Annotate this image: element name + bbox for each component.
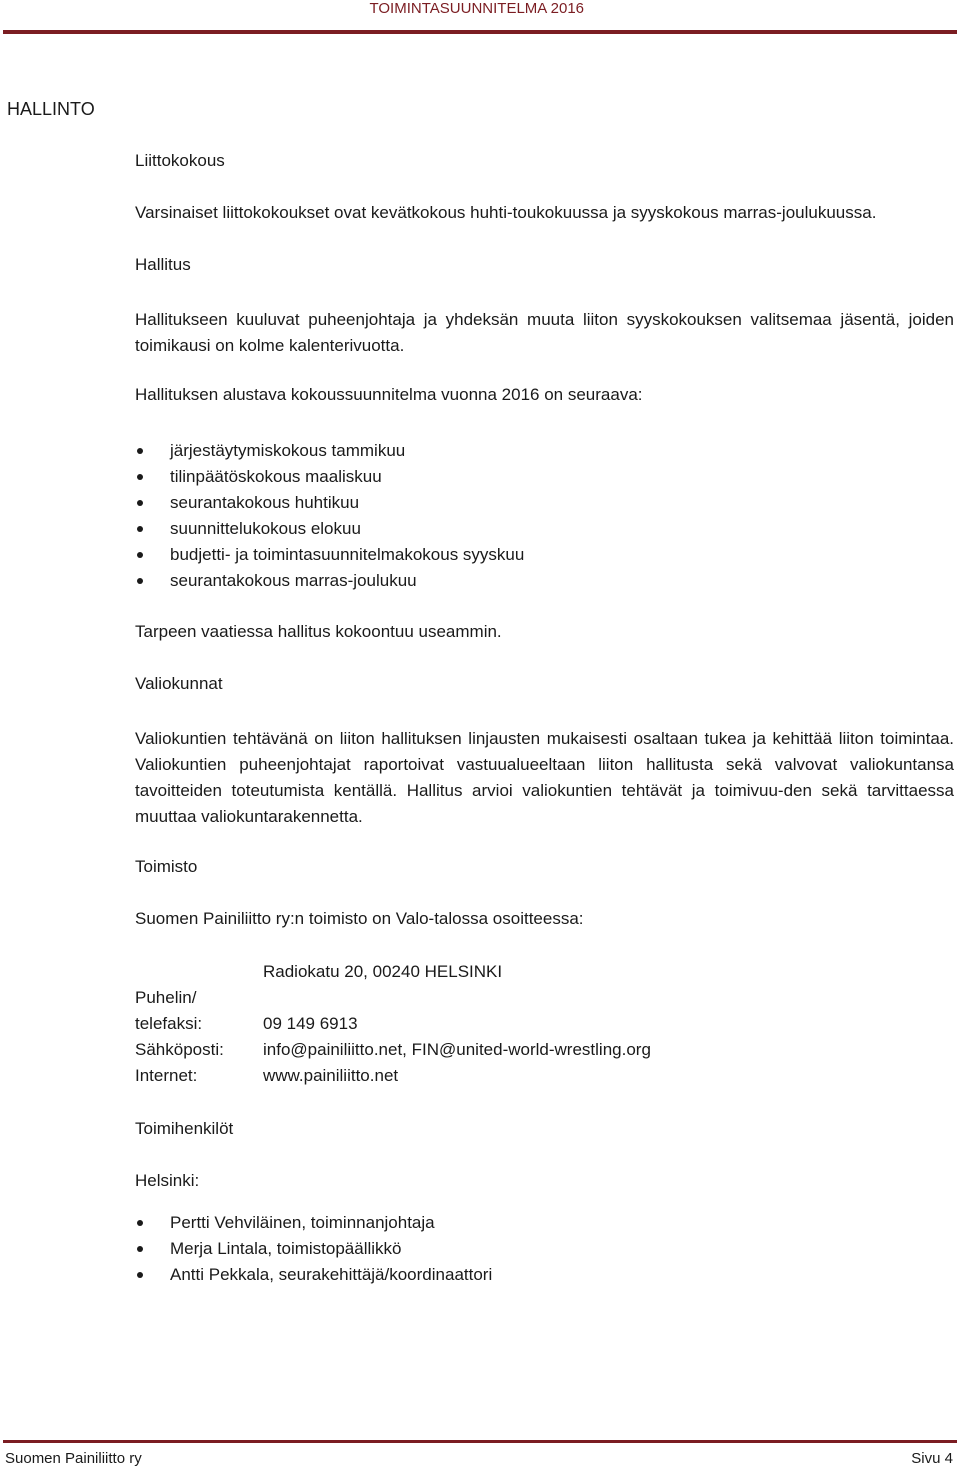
bullet-icon xyxy=(137,526,143,532)
liittokokous-heading: Liittokokous xyxy=(135,151,225,170)
email-value: info@painiliitto.net, FIN@united-world-wrestling.org xyxy=(263,1040,651,1059)
phone-number: 09 149 6913 xyxy=(263,1014,358,1033)
footer-rule xyxy=(3,1440,957,1443)
bullet-icon xyxy=(137,474,143,480)
bullet-icon xyxy=(137,500,143,506)
bullet-icon xyxy=(137,448,143,454)
bullet-icon xyxy=(137,1272,143,1278)
list-item: seurantakokous huhtikuu xyxy=(135,490,524,516)
list-item: suunnittelukokous elokuu xyxy=(135,516,524,542)
phone-label-line1: Puhelin/ xyxy=(135,988,197,1007)
page-number: Sivu 4 xyxy=(911,1450,953,1467)
list-item: Antti Pekkala, seurakehittäjä/koordinaattori xyxy=(135,1262,492,1288)
footer-organization: Suomen Painiliitto ry xyxy=(5,1450,142,1467)
phone-label-line2: telefaksi: xyxy=(135,1014,203,1033)
list-item: budjetti- ja toimintasuunnitelmakokous syyskuu xyxy=(135,542,524,568)
email-label: Sähköposti: xyxy=(135,1040,224,1059)
running-header-title: TOIMINTASUUNNITELMA 2016 xyxy=(369,0,584,17)
meeting-note: Tarpeen vaatiessa hallitus kokoontuu useammin. xyxy=(135,622,502,641)
list-item: seurantakokous marras-joulukuu xyxy=(135,568,524,594)
hallitus-heading: Hallitus xyxy=(135,255,191,274)
list-item: järjestäytymiskokous tammikuu xyxy=(135,438,524,464)
list-item: Pertti Vehviläinen, toiminnanjohtaja xyxy=(135,1210,492,1236)
bullet-icon xyxy=(137,578,143,584)
location-label: Helsinki: xyxy=(135,1171,200,1190)
toimisto-heading: Toimisto xyxy=(135,857,198,876)
header-rule xyxy=(3,30,957,34)
valiokunnat-heading: Valiokunnat xyxy=(135,674,223,693)
bullet-icon xyxy=(137,552,143,558)
valiokunnat-text: Valiokuntien tehtävänä on liiton hallituksen linjausten mukaisesti osaltaan tukea ja kehittää liiton toimintaa. Valiokuntien puheenjohtajat raportoivat vastuualueeltaan liiton hallitusta sekä valvovat valiokuntansa tavoitteiden toteutumista kentällä. Hallitus arvioi valiokuntien tehtävät ja toimivuu-den sekä tarvittaessa muuttaa valiokuntarakennetta. xyxy=(135,729,954,826)
bullet-icon xyxy=(137,1220,143,1226)
staff-list xyxy=(135,1210,492,1288)
list-item: Merja Lintala, toimistopäällikkö xyxy=(135,1236,492,1262)
office-address: Radiokatu 20, 00240 HELSINKI xyxy=(263,962,503,981)
bullet-icon xyxy=(137,1246,143,1252)
list-item: tilinpäätöskokous maaliskuu xyxy=(135,464,524,490)
web-value: www.painiliitto.net xyxy=(263,1066,399,1085)
hallitus-text: Hallitukseen kuuluvat puheenjohtaja ja yhdeksän muuta liiton syyskokouksen valitsemaa jäsentä, joiden toimikausi on kolme kalenterivuotta. xyxy=(135,310,954,355)
toimihenkilot-heading: Toimihenkilöt xyxy=(135,1119,234,1138)
liittokokous-text: Varsinaiset liittokokoukset ovat kevätkokous huhti-toukokuussa ja syyskokous marras-joulukuussa. xyxy=(135,203,877,222)
web-label: Internet: xyxy=(135,1066,198,1085)
toimisto-intro: Suomen Painiliitto ry:n toimisto on Valo-talossa osoitteessa: xyxy=(135,909,584,928)
meeting-plan-intro: Hallituksen alustava kokoussuunnitelma vuonna 2016 on seuraava: xyxy=(135,385,643,404)
meeting-list xyxy=(135,438,524,594)
section-title: HALLINTO xyxy=(7,99,95,119)
